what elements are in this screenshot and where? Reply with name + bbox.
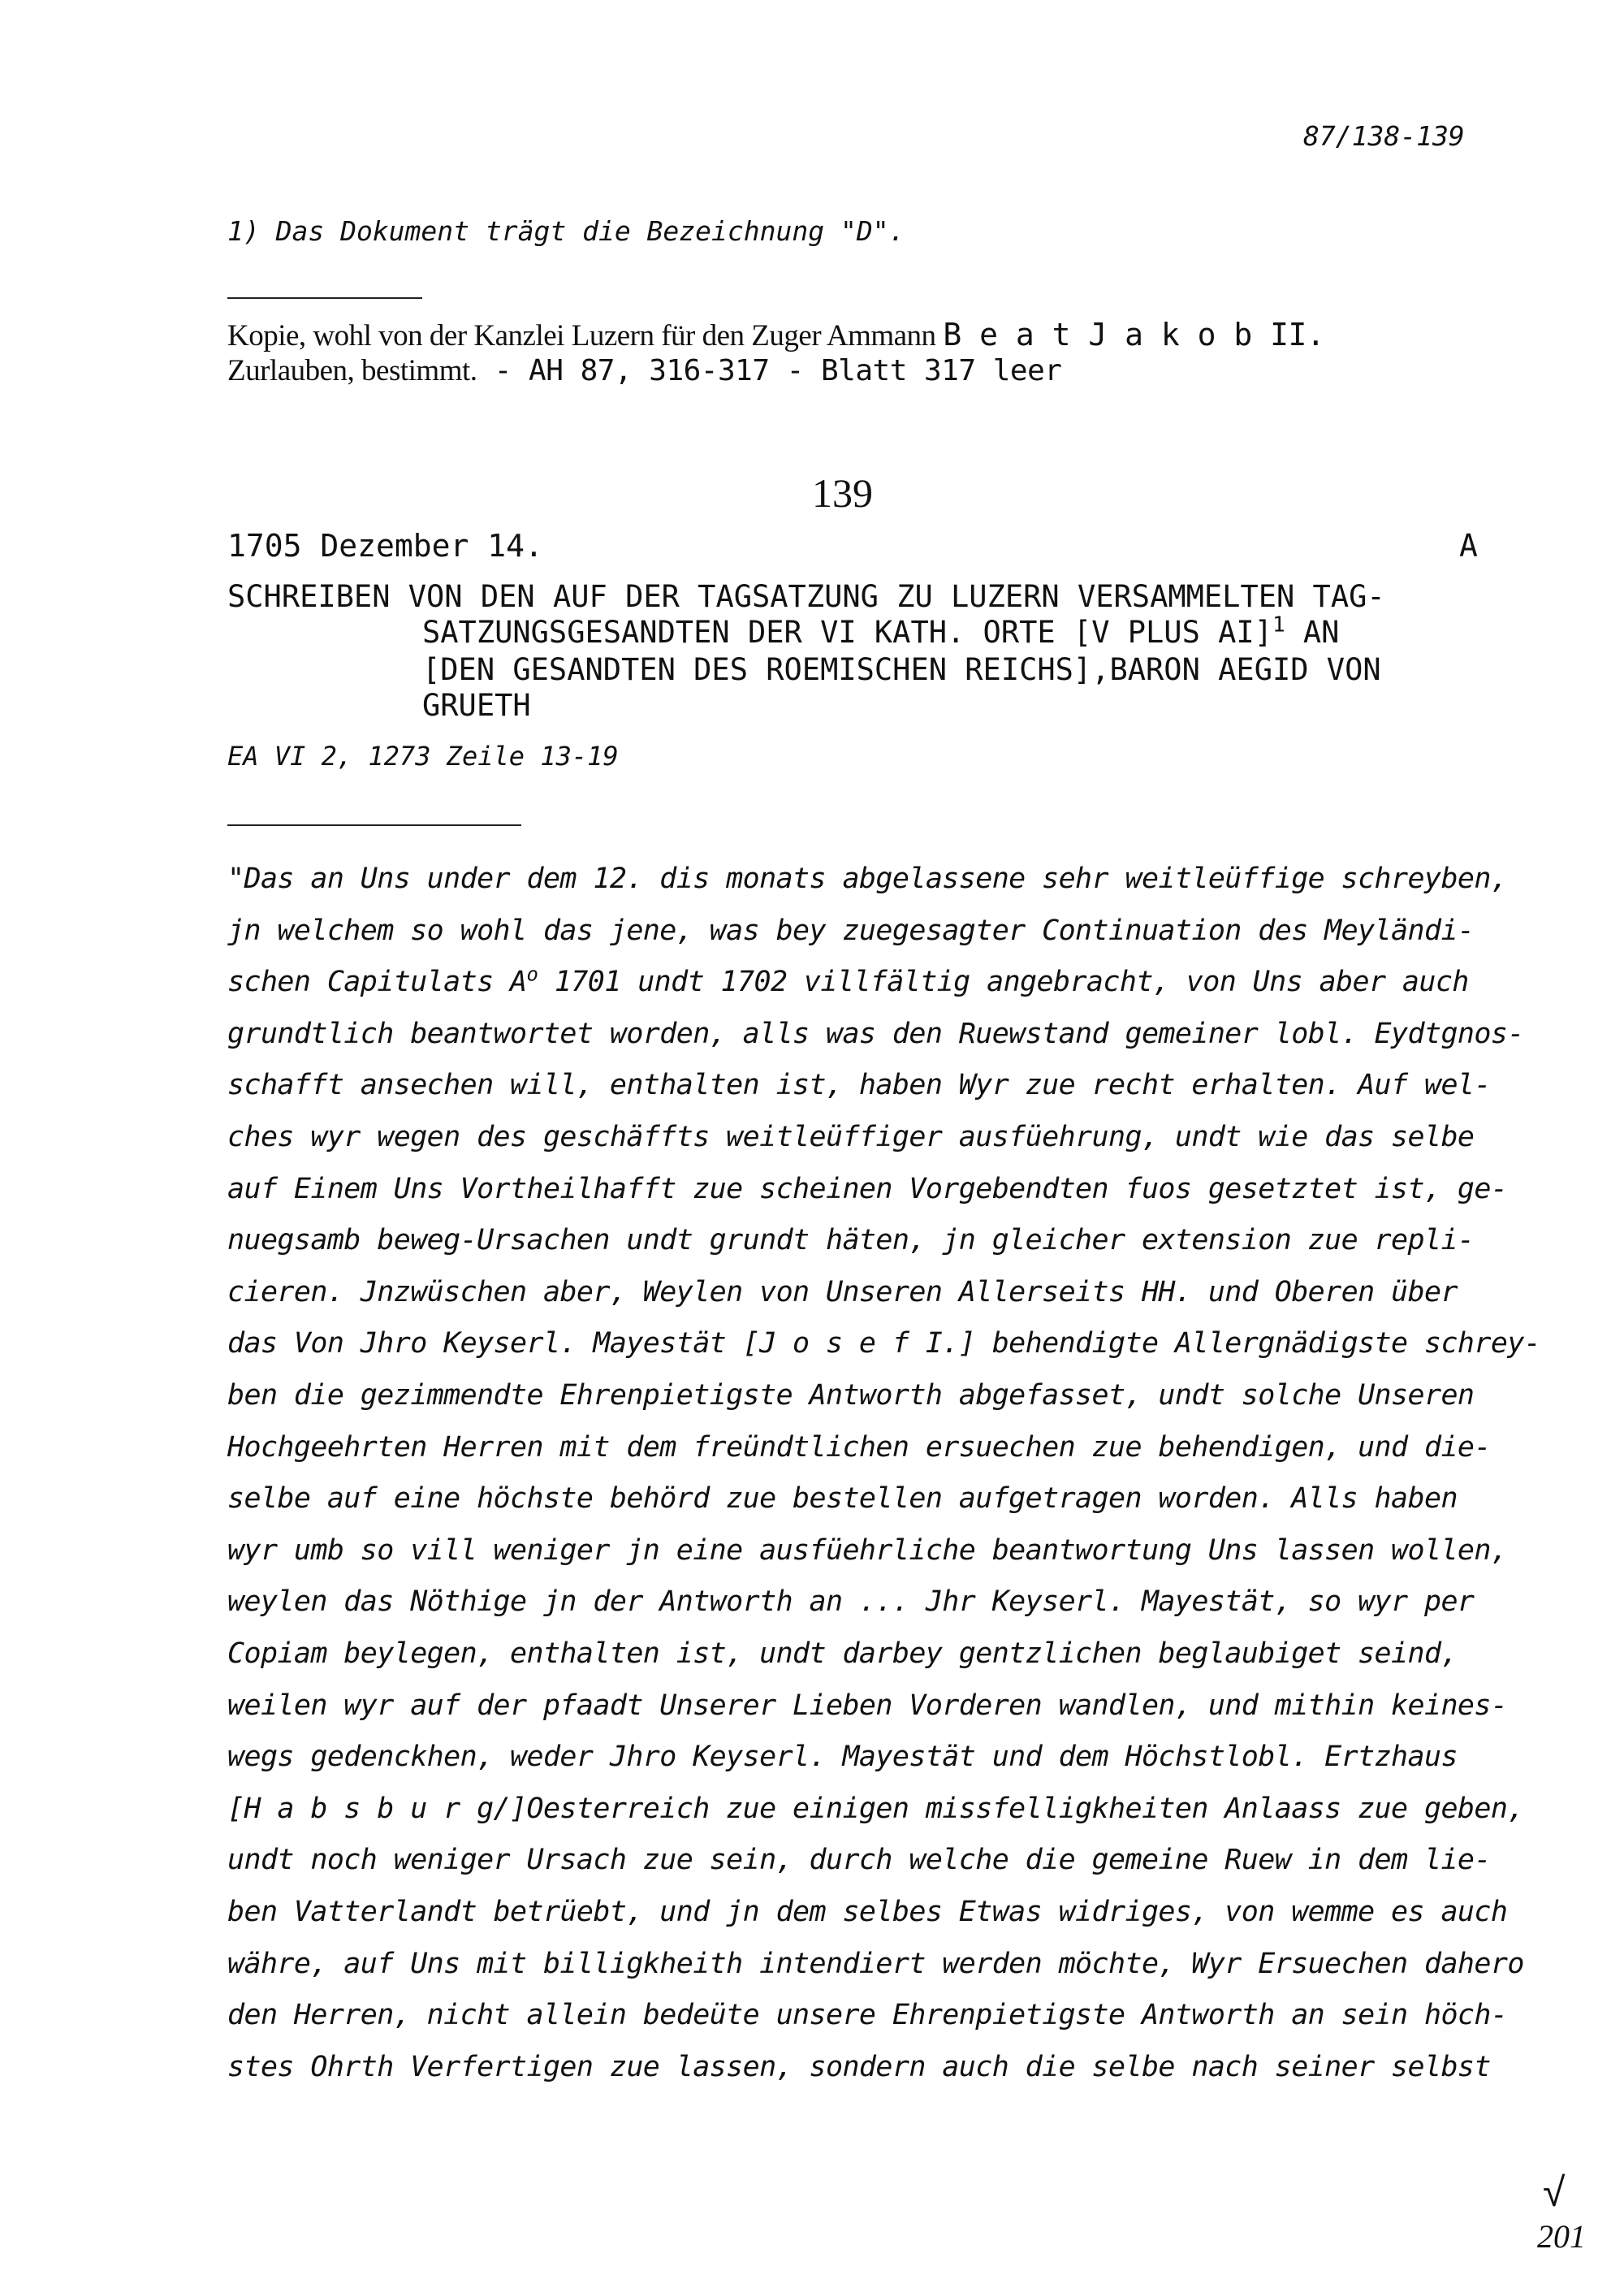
body-line: "Das an Uns under dem 12. dis monats abgelassene sehr weitleüffige schreyben, [227,863,1508,895]
copy-note-line: Zurlauben, bestimmt. - AH 87, 316-317 - Blatt 317 leer [227,354,1062,387]
heading-line: [DEN GESANDTEN DES ROEMISCHEN REICHS],BARON AEGID VON [422,652,1381,687]
body-line: jn welchem so wohl das jene, was bey zuegesagter Continuation des Meyländi- [227,914,1475,947]
spaced-name: B e a t J a k o b [943,317,1252,352]
copy-note-line: Kopie, wohl von der Kanzlei Luzern für den Zuger Ammann B e a t J a k o b II. [227,317,1325,352]
body-line: wegs gedenckhen, weder Jhro Keyserl. Mayestät und dem Höchstlobl. Ertzhaus [227,1741,1458,1774]
body-line: selbe auf eine höchste behörd zue bestellen aufgetragen worden. Alls haben [227,1482,1458,1516]
footnote: 1) Das Dokument trägt die Bezeichnung "D". [227,215,905,247]
heading-line: GRUETH [422,688,531,723]
divider [227,824,521,826]
body-line: auf Einem Uns Vortheilhafft zue scheinen Vorgebendten fuos gesetztet ist, ge- [227,1172,1508,1205]
body-line: cieren. Jnzwüschen aber, Weylen von Unseren Allerseits HH. und Oberen über [227,1275,1458,1308]
body-line: grundtlich beantwortet worden, alls was den Ruewstand gemeiner lobl. Eydtgnos- [227,1017,1524,1050]
archive-reference: 87/138-139 [1303,120,1465,152]
body-line: den Herren, nicht allein bedeüte unsere Ehrenpietigste Antworth an sein höch- [227,1999,1508,2032]
heading-line: SCHREIBEN VON DEN AUF DER TAGSATZUNG ZU LUZERN VERSAMMELTEN TAG- [227,579,1385,614]
handwritten-page-number: 201 [1537,2218,1586,2255]
heading-line: SATZUNGSGESANDTEN DER VI KATH. ORTE [V PLUS AI]$^1$ AN [422,612,1340,650]
body-line: ches wyr wegen des geschäffts weitleüffiger ausfüehrung, undt wie das selbe [227,1121,1475,1153]
footnote-marker: 1 [1272,612,1285,638]
body-line: weylen das Nöthige jn der Antworth an ... Jhr Keyserl. Mayestät, so wyr per [227,1585,1475,1619]
divider [227,297,422,299]
body-line: stes Ohrth Verfertigen zue lassen, sondern auch die selbe nach seiner selbst [227,2050,1491,2083]
body-line: weilen wyr auf der pfaadt Unserer Lieben Vorderen wandlen, und mithin keines- [227,1689,1508,1722]
document-date: 1705 Dezember 14. [227,528,543,564]
document-number: 139 [812,470,873,516]
body-line: währe, auf Uns mit billigkheith intendiert werden möchte, Wyr Ersuechen dahero [227,1947,1524,1980]
body-line: schafft ansechen will, enthalten ist, haben Wyr zue recht erhalten. Auf wel- [227,1069,1491,1102]
body-line: wyr umb so vill weniger jn eine ausfüehrliche beantwortung Uns lassen wollen, [227,1533,1508,1567]
body-line: [H a b s b u r g/]Oesterreich zue einigen missfelligkheiten Anlaass zue geben, [227,1792,1524,1825]
body-line: das Von Jhro Keyserl. Mayestät [J o s e f I.] behendigte Allergnädigste schrey- [227,1327,1541,1360]
body-line: ben Vatterlandt betrüebt, und jn dem selbes Etwas widriges, von wemme es auch [227,1896,1508,1928]
body-line: nuegsamb beweg-Ursachen undt grundt häten, jn gleicher extension zue repli- [227,1224,1475,1257]
body-line: Hochgeehrten Herren mit dem freündtlichen ersuechen zue behendigen, und die- [227,1430,1491,1464]
body-line: ben die gezimmendte Ehrenpietigste Antworth abgefasset, undt solche Unseren [227,1379,1475,1412]
document-letter: A [1459,528,1478,564]
body-line: undt noch weniger Ursach zue sein, durch welche die gemeine Ruew in dem lie- [227,1844,1491,1877]
check-mark: √ [1543,2169,1566,2215]
edition-reference: EA VI 2, 1273 Zeile 13-19 [227,741,619,772]
body-line: schen Capitulats $A^o$ 1701 undt 1702 villfältig angebracht, von Uns aber auch [227,962,1469,999]
body-line: Copiam beylegen, enthalten ist, undt darbey gentzlichen beglaubiget seind, [227,1637,1458,1670]
